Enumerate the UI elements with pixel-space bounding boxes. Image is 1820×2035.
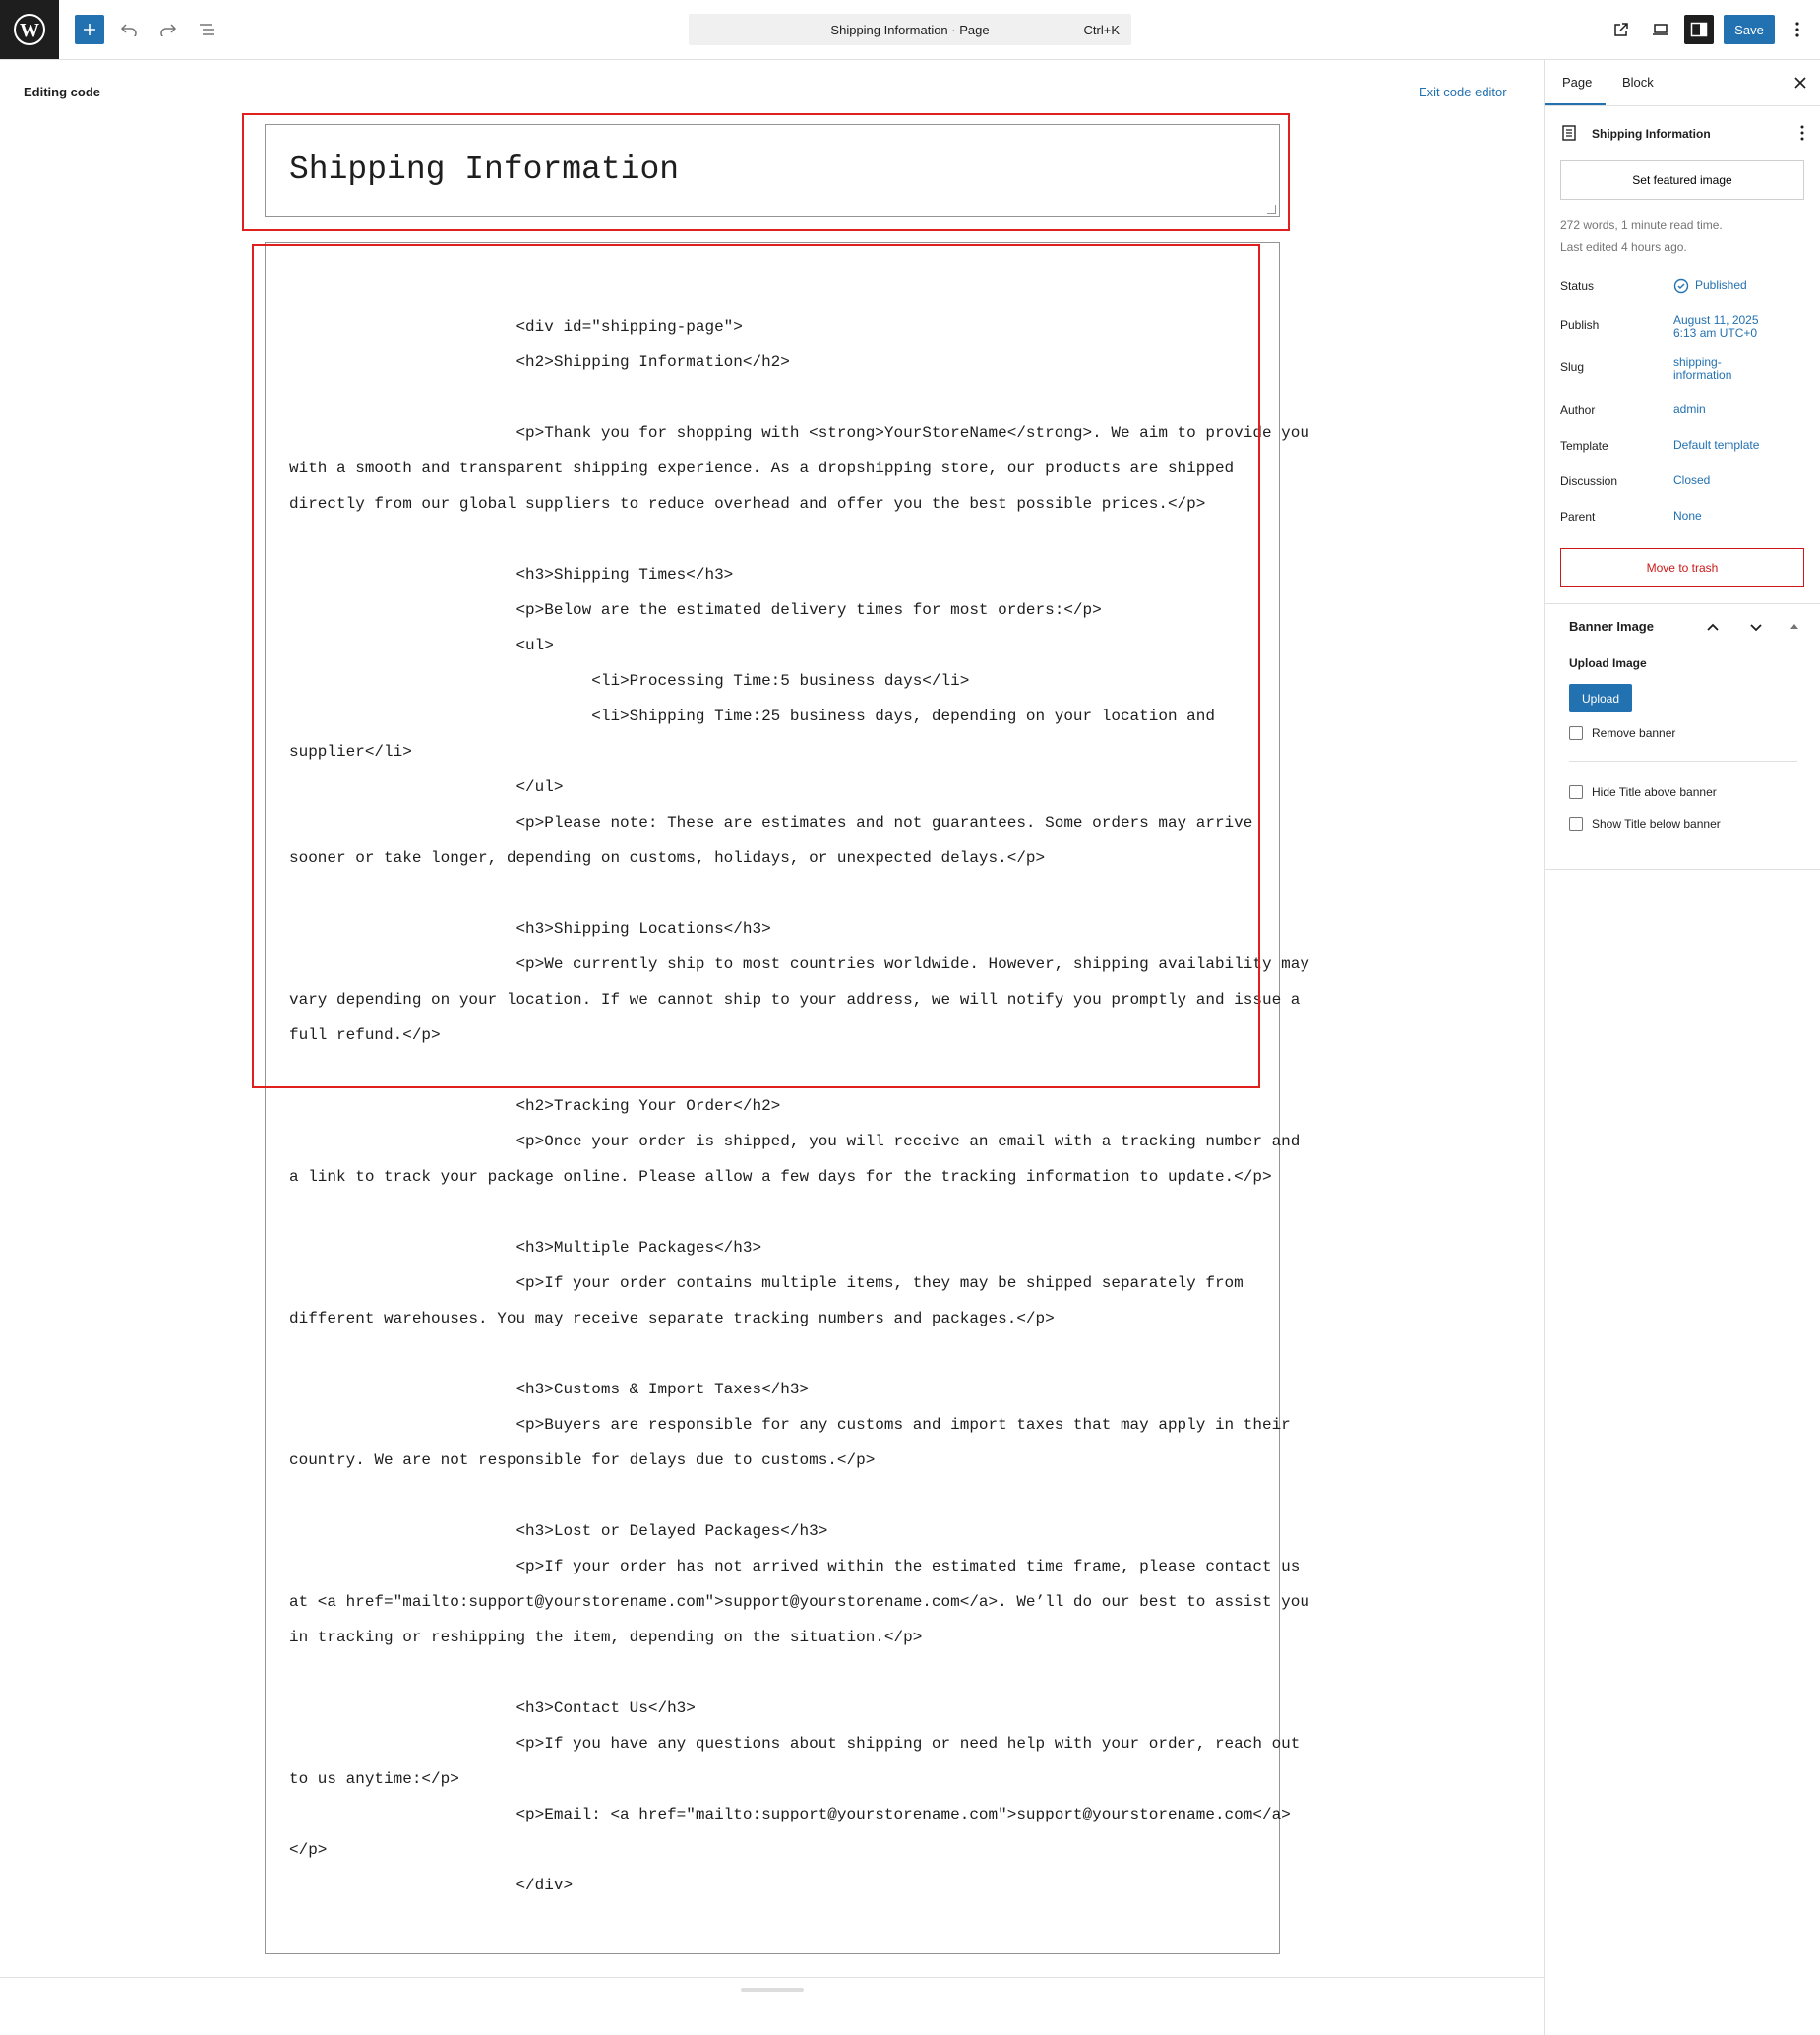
code-line: </p> (289, 1841, 328, 1859)
code-line: <li>Processing Time:5 business days</li> (289, 672, 970, 690)
list-view-icon (199, 23, 216, 36)
settings-sidebar (1544, 60, 1820, 2035)
panel-divider-bottom (1545, 869, 1820, 870)
command-palette-bar[interactable] (689, 14, 1131, 45)
code-line: <h2>Tracking Your Order</h2> (289, 1097, 781, 1115)
more-vertical-icon[interactable] (1794, 123, 1810, 143)
code-line: supplier</li> (289, 743, 412, 761)
more-vertical-icon (1795, 22, 1799, 37)
redo-icon (159, 23, 177, 36)
add-block-button[interactable] (75, 15, 104, 44)
show-title-label: Show Title below banner (1592, 817, 1721, 831)
code-line: <p>Thank you for shopping with <strong>YourStoreName</strong>. We aim to provide you (289, 424, 1309, 442)
wordpress-logo-button[interactable] (0, 0, 59, 59)
svg-text:W: W (20, 20, 39, 41)
code-line: <h3>Shipping Locations</h3> (289, 920, 771, 938)
code-line: <h2>Shipping Information</h2> (289, 353, 790, 371)
desktop-icon (1652, 23, 1669, 36)
status-label: Status (1560, 279, 1595, 293)
code-line: <h3>Customs & Import Taxes</h3> (289, 1381, 810, 1398)
parent-value[interactable]: None (1673, 509, 1702, 523)
template-label: Template (1560, 439, 1608, 453)
last-edited-text: Last edited 4 hours ago. (1560, 240, 1687, 254)
command-shortcut: Ctrl+K (1083, 22, 1120, 37)
code-line: <p>If your order contains multiple items, they may be shipped separately from (289, 1274, 1244, 1292)
plus-icon (83, 23, 96, 36)
code-line: with a smooth and transparent shipping experience. As a dropshipping store, our products are shipped (289, 460, 1235, 477)
move-to-trash-button[interactable]: Move to trash (1560, 548, 1804, 587)
code-line: different warehouses. You may receive separate tracking numbers and packages.</p> (289, 1310, 1055, 1327)
collapse-triangle-icon[interactable] (1785, 617, 1804, 637)
undo-button[interactable] (114, 15, 144, 44)
upload-image-title: Upload Image (1569, 656, 1647, 670)
code-line: <ul> (289, 637, 554, 654)
chevron-up-icon[interactable] (1703, 617, 1723, 637)
code-line: <h3>Lost or Delayed Packages</h3> (289, 1522, 828, 1540)
show-title-checkbox[interactable] (1569, 817, 1583, 831)
code-line: <li>Shipping Time:25 business days, depending on your location and (289, 708, 1215, 725)
command-title: Shipping Information · Page (830, 22, 990, 37)
published-check-icon (1673, 278, 1689, 294)
code-line: <p>Email: <a href="mailto:support@yourstorename.com">support@yourstorename.com</a> (289, 1806, 1291, 1823)
document-title: Shipping Information (1592, 127, 1711, 141)
slug-value[interactable]: shipping- information (1673, 355, 1732, 382)
view-page-button[interactable] (1607, 15, 1636, 44)
tab-block[interactable]: Block (1622, 75, 1654, 90)
code-editor-textarea[interactable] (265, 242, 1309, 1954)
resize-handle[interactable] (1267, 205, 1276, 214)
hide-title-checkbox[interactable] (1569, 785, 1583, 799)
word-count-text: 272 words, 1 minute read time. (1560, 218, 1723, 232)
settings-toggle-button[interactable] (1684, 15, 1714, 44)
preview-button[interactable] (1646, 15, 1675, 44)
code-line: <p>If you have any questions about shipping or need help with your order, reach out (289, 1735, 1301, 1753)
close-icon (1794, 77, 1806, 89)
code-line: vary depending on your location. If we cannot ship to your address, we will notify you promptly and issue a (289, 991, 1301, 1009)
code-line: at <a href="mailto:support@yourstorename.com">support@yourstorename.com</a>. We’ll do our best to assist you (289, 1593, 1309, 1611)
slug-label: Slug (1560, 360, 1585, 374)
code-line: <p>Once your order is shipped, you will receive an email with a tracking number and (289, 1133, 1301, 1150)
save-button[interactable]: Save (1724, 15, 1775, 44)
code-line: sooner or take longer, depending on customs, holidays, or unexpected delays.</p> (289, 849, 1046, 867)
external-link-icon (1613, 22, 1629, 37)
discussion-label: Discussion (1560, 474, 1618, 488)
code-line: <p>Please note: These are estimates and not guarantees. Some orders may arrive (289, 814, 1253, 832)
code-line: <h3>Contact Us</h3> (289, 1699, 696, 1717)
author-value[interactable]: admin (1673, 402, 1706, 416)
remove-banner-checkbox[interactable] (1569, 726, 1583, 740)
remove-banner-label: Remove banner (1592, 726, 1676, 740)
set-featured-image-button[interactable]: Set featured image (1560, 160, 1804, 200)
active-tab-indicator (1545, 103, 1606, 105)
code-line: <p>Below are the estimated delivery times for most orders:</p> (289, 601, 1102, 619)
panel-divider (1545, 603, 1820, 604)
options-menu-button[interactable] (1783, 15, 1812, 44)
code-line: <p>We currently ship to most countries worldwide. However, shipping availability may (289, 956, 1309, 973)
top-toolbar (0, 0, 1820, 60)
publish-date-value[interactable]: August 11, 2025 6:13 am UTC+0 (1673, 313, 1759, 339)
template-value[interactable]: Default template (1673, 438, 1760, 452)
sidebar-icon (1690, 22, 1708, 37)
discussion-value[interactable]: Closed (1673, 473, 1711, 487)
undo-icon (120, 23, 138, 36)
exit-code-editor-link[interactable]: Exit code editor (1419, 85, 1507, 99)
document-overview-button[interactable] (193, 15, 222, 44)
code-line: full refund.</p> (289, 1026, 441, 1044)
code-line: </ul> (289, 778, 564, 796)
code-line: <h3>Shipping Times</h3> (289, 566, 734, 584)
code-line: </div> (289, 1877, 574, 1894)
status-value[interactable]: Published (1695, 278, 1747, 292)
upload-button[interactable]: Upload (1569, 684, 1632, 712)
page-icon (1562, 125, 1576, 141)
redo-button[interactable] (153, 15, 183, 44)
hide-title-label: Hide Title above banner (1592, 785, 1717, 799)
post-title-textarea[interactable] (265, 124, 1280, 217)
tab-page[interactable]: Page (1562, 75, 1593, 90)
banner-panel-title: Banner Image (1569, 619, 1654, 634)
chevron-down-icon[interactable] (1746, 617, 1766, 637)
post-title-text: Shipping Information (289, 152, 680, 188)
parent-label: Parent (1560, 510, 1596, 524)
code-line: a link to track your package online. Please allow a few days for the tracking information to update.</p> (289, 1168, 1272, 1186)
code-line: <p>Buyers are responsible for any customs and import taxes that may apply in their (289, 1416, 1291, 1434)
wordpress-icon (13, 13, 46, 46)
author-label: Author (1560, 403, 1596, 417)
editing-code-label: Editing code (24, 85, 100, 99)
code-line: <h3>Multiple Packages</h3> (289, 1239, 762, 1257)
code-line: directly from our global suppliers to reduce overhead and offer you the best possible prices.</p> (289, 495, 1206, 513)
sidebar-tabs (1545, 60, 1820, 106)
code-line: in tracking or reshipping the item, depending on the situation.</p> (289, 1629, 923, 1646)
code-line: country. We are not responsible for delays due to customs.</p> (289, 1451, 876, 1469)
publish-label: Publish (1560, 318, 1600, 332)
code-line: <p>If your order has not arrived within the estimated time frame, please contact us (289, 1558, 1301, 1575)
editor-footer-divider (0, 1977, 1544, 1978)
close-sidebar-button[interactable] (1790, 73, 1810, 92)
code-line: to us anytime:</p> (289, 1770, 459, 1788)
banner-divider (1569, 761, 1797, 762)
resize-drag-handle[interactable] (741, 1988, 804, 1992)
code-line: <div id="shipping-page"> (289, 318, 743, 336)
